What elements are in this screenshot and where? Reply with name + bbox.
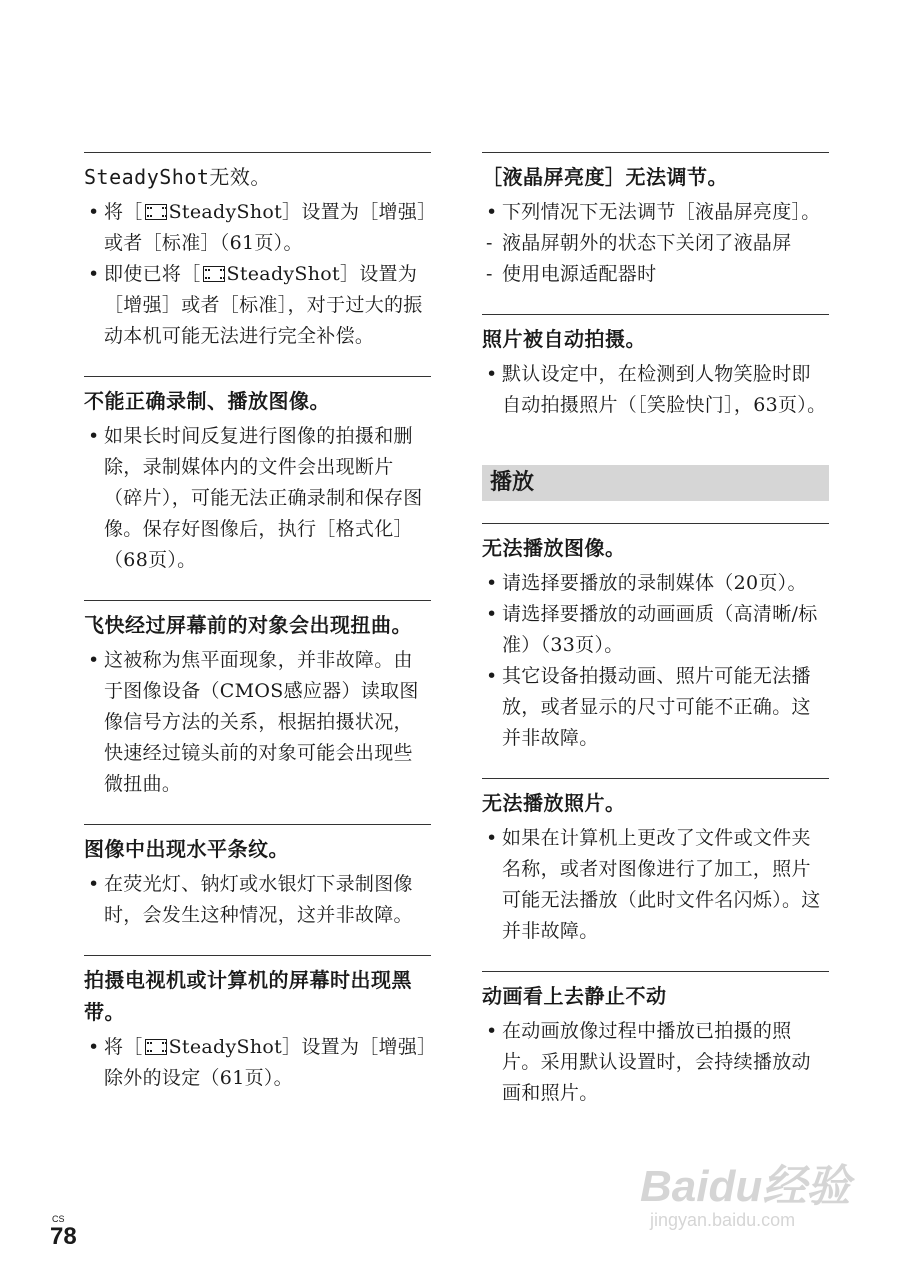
bullet-text-post: SteadyShot］设置为［增强］或者［标准］（61页）。 xyxy=(104,201,427,254)
list-item: • 默认设定中，在检测到人物笑脸时即自动拍摄照片（［笑脸快门］，63页）。 xyxy=(482,359,829,421)
section-distortion xyxy=(84,600,431,800)
list-item: • 如果在计算机上更改了文件或文件夹名称，或者对图像进行了加工，照片可能无法播放（此时文件名闪烁）。这并非故障。 xyxy=(482,823,829,947)
section-heading: 动画看上去静止不动 xyxy=(482,984,667,1008)
list-item xyxy=(84,197,431,259)
category-bar-playback: 播放 xyxy=(482,465,829,501)
left-column xyxy=(84,152,431,1118)
watermark-site: jingyan.baidu.com xyxy=(650,1210,796,1230)
film-icon xyxy=(203,266,225,282)
bullet-text-post: SteadyShot］设置为［增强］或者［标准］，对于过大的振动本机可能无法进行完全补偿。 xyxy=(104,263,423,347)
section-horizontal-stripes xyxy=(84,824,431,931)
bullet-text-pre: 将［ xyxy=(104,1036,143,1058)
list-item: • 下列情况下无法调节［液晶屏亮度］。 xyxy=(482,197,829,228)
section-heading: SteadyShot无效。 xyxy=(84,165,271,189)
watermark-brand: Baidu经验 xyxy=(640,1162,851,1211)
list-item xyxy=(84,259,431,352)
section-heading: 图像中出现水平条纹。 xyxy=(84,837,289,861)
list-item: • 如果长时间反复进行图像的拍摄和删除，录制媒体内的文件会出现断片（碎片），可能无法正确录制和保存图像。保存好图像后，执行［格式化］（68页）。 xyxy=(84,421,431,576)
right-column xyxy=(482,152,829,1133)
section-video-frozen xyxy=(482,971,829,1109)
section-steadyshot-invalid xyxy=(84,152,431,352)
section-heading: 飞快经过屏幕前的对象会出现扭曲。 xyxy=(84,613,412,637)
film-icon xyxy=(145,204,167,220)
list-item: • 请选择要播放的动画画质（高清晰/标准）（33页）。 xyxy=(482,599,829,661)
bullet-text-pre: 将［ xyxy=(104,201,143,223)
section-cannot-play-images xyxy=(482,523,829,754)
list-item: • 请选择要播放的录制媒体（20页）。 xyxy=(482,568,829,599)
section-black-bands xyxy=(84,955,431,1094)
language-code: CS xyxy=(52,1214,65,1224)
list-item: • 在荧光灯、钠灯或水银灯下录制图像时，会发生这种情况，这并非故障。 xyxy=(84,869,431,931)
list-item: • 其它设备拍摄动画、照片可能无法播放，或者显示的尺寸可能不正确。这并非故障。 xyxy=(482,661,829,754)
section-heading: 照片被自动拍摄。 xyxy=(482,327,646,351)
watermark xyxy=(640,1150,860,1230)
page-number xyxy=(50,1214,77,1250)
section-record-playback-error xyxy=(84,376,431,576)
section-heading: 无法播放图像。 xyxy=(482,536,626,560)
section-lcd-brightness xyxy=(482,152,829,290)
bullet-text-pre: 即使已将［ xyxy=(104,263,201,285)
section-heading: ［液晶屏亮度］无法调节。 xyxy=(482,165,728,189)
section-heading: 无法播放照片。 xyxy=(482,791,626,815)
list-item xyxy=(84,1032,431,1094)
section-heading: 拍摄电视机或计算机的屏幕时出现黑带。 xyxy=(84,968,412,1024)
list-item: • 这被称为焦平面现象，并非故障。由于图像设备（CMOS感应器）读取图像信号方法的关系，根据拍摄状况，快速经过镜头前的对象可能会出现些微扭曲。 xyxy=(84,645,431,800)
dash-item: - 液晶屏朝外的状态下关闭了液晶屏 xyxy=(482,228,829,259)
page-number-value: 78 xyxy=(50,1223,77,1250)
section-cannot-play-photos xyxy=(482,778,829,947)
section-heading: 不能正确录制、播放图像。 xyxy=(84,389,330,413)
film-icon xyxy=(145,1039,167,1055)
list-item: • 在动画放像过程中播放已拍摄的照片。采用默认设置时，会持续播放动画和照片。 xyxy=(482,1016,829,1109)
bullet-text-post: SteadyShot］设置为［增强］除外的设定（61页）。 xyxy=(104,1036,427,1089)
dash-item: - 使用电源适配器时 xyxy=(482,259,829,290)
section-auto-capture xyxy=(482,314,829,421)
